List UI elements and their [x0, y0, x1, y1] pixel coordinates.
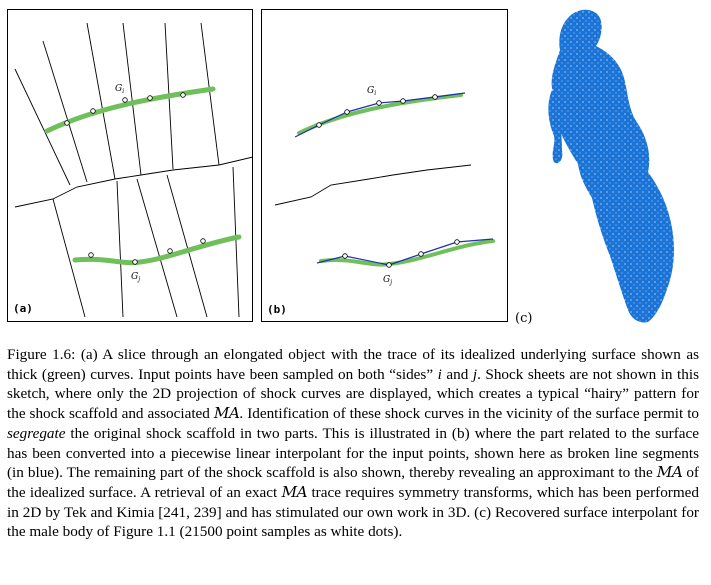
panel-label-b: (b) [267, 303, 287, 316]
body-shape [552, 10, 674, 323]
panel-label-a: (a) [13, 302, 33, 315]
figure-caption: Figure 1.6: (a) A slice through an elongated object with the trace of its idealized underlying surface shown as thick (green) curves. Input points have been sampled on both “sides” i and j. Shock sheets are not shown in this sketch, where only the 2D projection of shock curves are displayed, which creates a typical “hairy” pattern for the shock scaffold and associated MA. Identification of these shock curves in the vicinity of the surface permit to segregate the original shock scaffold in two parts. This is illustrated in (b) where the part related to the surface has been converted into a piecewise linear interpolant for the input points, shown here as broken line segments (in blue). The remaining part of the shock scaffold is also shown, thereby revealing an approximant to the MA of the idealized surface. A retrieval of an exact MA trace requires symmetry transforms, which has been performed in 2D by Tek and Kimia [241, 239] and has stimulated our own work in 3D. (c) Recovered surface interpolant for the male body of Figure 1.1 (21500 point samples as white dots). [7, 346, 700, 541]
panel-label-c: (c) [515, 311, 533, 326]
shock-label-gj: $G_j$ [131, 272, 141, 283]
shock-label-gj-b: $G_j$ [383, 275, 393, 286]
shock-label-gi-b: $G_i$ [367, 86, 377, 97]
panel-a-sketch [7, 9, 253, 322]
figure-panel-c [528, 4, 708, 326]
panel-b-sketch [261, 9, 508, 322]
figure-panel-b [261, 9, 508, 322]
figure-panel-a [7, 9, 253, 322]
male-body-render [528, 4, 708, 326]
shock-label-gi: $G_i$ [115, 84, 125, 95]
